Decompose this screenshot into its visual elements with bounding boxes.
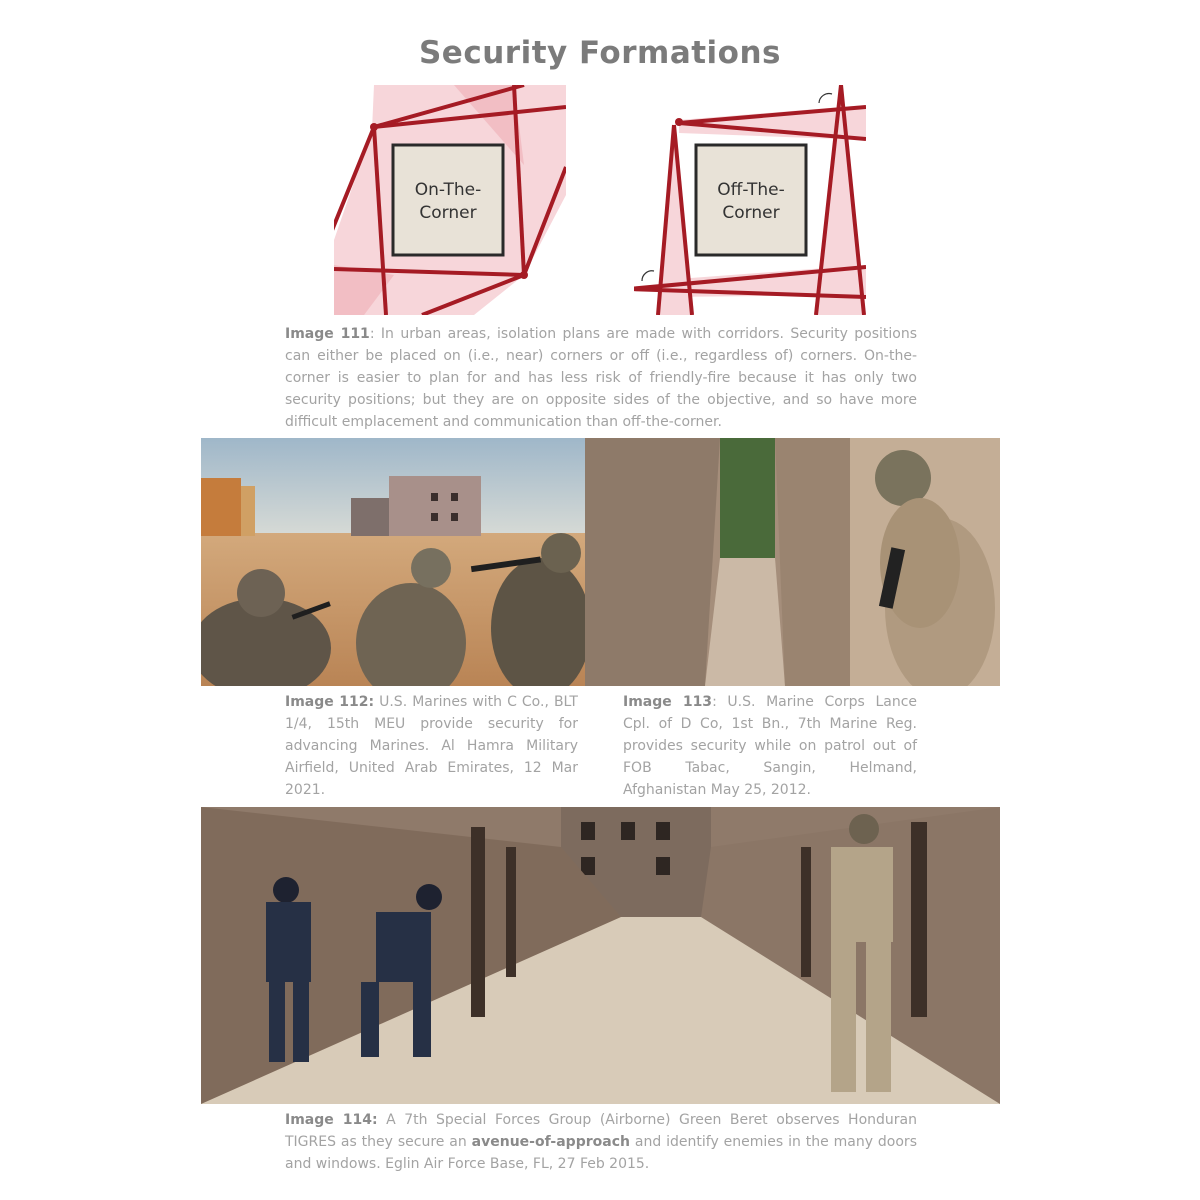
page-title: Security Formations [418,34,782,71]
caption-text: and identify enemies in the many doors and windows. Eglin Air Force Base, FL, 27 Feb 2015. [285,1134,917,1172]
caption-text: U.S. Marines with C Co., BLT 1/4, 15th MEU provide security for advancing Marines. Al Hamra Military Airfield, United Arab Emirates, 12 Mar 2021. [285,694,578,798]
caption-label: Image 114: [285,1112,378,1128]
angle-arc [642,271,654,281]
security-position-marker [370,123,378,131]
caption-label: Image 112: [285,694,375,710]
diagram-label: Corner [722,203,780,223]
caption-label: Image 113 [623,694,713,710]
caption-text: : In urban areas, isolation plans are made with corridors. Security positions can either be placed on (i.e., near) corners or off (i.e., regardless of) corners. On-the-corner is easier to plan for and has less risk of friendly-fire because it has only two security positions; but they are on opposite sides of the objective, and so have more difficult emplacement and communication than off-the-corner. [285,326,918,430]
photo-corridor-training [201,807,1000,1104]
caption-image-113 [623,691,917,801]
caption-text: A 7th Special Forces Group (Airborne) Green Beret observes Honduran TIGRES as they secure an [285,1112,917,1150]
caption-label: Image 111 [285,326,370,342]
caption-image-111 [285,323,917,433]
caption-emphasis: avenue-of-approach [471,1134,630,1150]
caption-image-114 [285,1109,917,1175]
photo-marine-alley [585,438,1000,686]
on-the-corner-diagram [334,85,566,315]
objective-building [696,145,806,255]
diagram-label: Off-The- [717,180,785,200]
security-position-marker [520,271,528,279]
security-position-marker [675,118,683,126]
angle-arc [819,94,832,103]
caption-text: : U.S. Marine Corps Lance Cpl. of D Co, 1st Bn., 7th Marine Reg. provides security while on patrol out of FOB Tabac, Sangin, Helmand, Afghanistan May 25, 2012. [623,694,918,798]
diagram-label: On-The- [414,180,482,200]
diagram-label: Corner [419,203,477,223]
photo-marines-desert [201,438,585,686]
objective-building [393,145,503,255]
off-the-corner-diagram [634,85,866,315]
caption-image-112 [285,691,578,801]
